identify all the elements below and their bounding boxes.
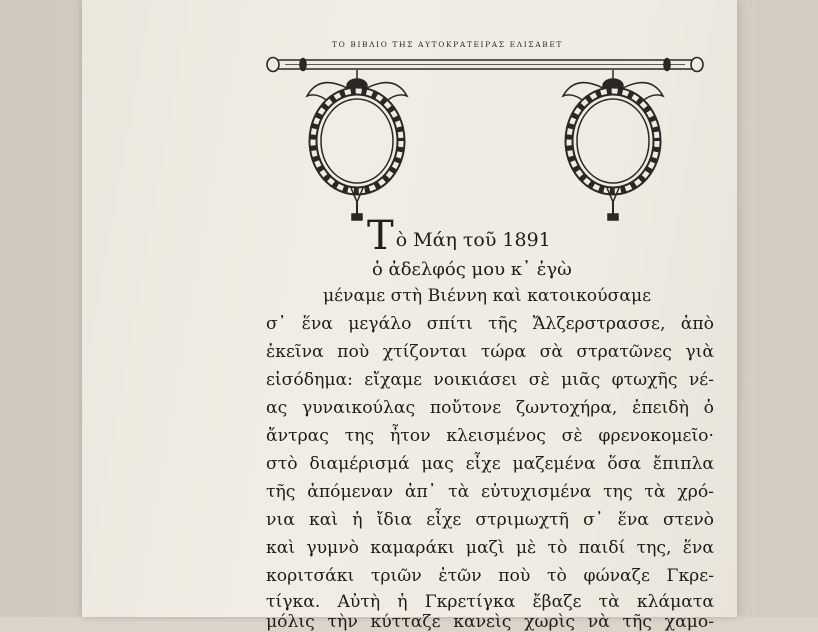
body-line: ἐκεῖνα ποὺ χτίζονται τώρα σὰ στρατῶνες γιὰ: [266, 342, 714, 362]
body-line: ας γυναικούλας ποὔτονε ζωντοχήρα, ἐπειδὴ ὁ: [266, 398, 714, 418]
curtain-rod-icon: [267, 58, 703, 72]
drop-cap: Τ: [367, 213, 394, 259]
running-head: ΤΟ ΒΙΒΛΙΟ ΤΗΣ ΑΥΤΟΚΡΑΤΕΙΡΑΣ ΕΛΙΣΑΒΕΤ: [332, 40, 563, 49]
body-line: κοριτσάκι τριῶν ἐτῶν ποὺ τὸ φώναζε Γκρε-: [266, 566, 714, 586]
book-page: [82, 0, 737, 632]
body-line: καὶ γυμνὸ καμαράκι μαζὶ μὲ τὸ παιδί της, ἕνα: [266, 538, 714, 558]
body-line: μόλις τὴν κύτταζε κανεὶς χωρὶς νὰ τῆς χαμο-: [266, 612, 714, 632]
body-line: σ᾽ ἕνα μεγάλο σπίτι τῆς Ἄλζερστρασσε, ἀπὸ: [266, 314, 714, 334]
wreath-icon: [563, 70, 663, 220]
ornament: [265, 56, 705, 226]
wreath-icon: [307, 70, 407, 220]
body-line: μέναμε στὴ Βιέννη καὶ κατοικούσαμε: [322, 286, 652, 306]
body-line: τῆς ἀπόμεναν ἀπ᾽ τὰ εὐτυχισμένα της τὰ χρό-: [266, 482, 714, 502]
body-line: εἰσόδημα: εἴχαμε νοικιάσει σὲ μιᾶς φτωχῆς νέ-: [266, 370, 714, 390]
body-line: στὸ διαμέρισμά μας εἶχε μαζεμένα ὅσα ἔπιπλα: [266, 454, 714, 474]
body-line: ἄντρας της ἦτον κλεισμένος σὲ φρενοκομεῖο·: [266, 426, 714, 446]
chapter-subtitle: ὁ ἀδελφός μου κ᾽ ἐγὼ: [372, 259, 572, 280]
body-line: τίγκα. Αὐτὴ ἡ Γκρετίγκα ἔβαζε τὰ κλάματα: [266, 592, 714, 612]
chapter-opening: [367, 213, 551, 259]
body-line: νια καὶ ἡ ἴδια εἶχε στριμωχτῆ σ᾽ ἕνα στενὸ: [266, 510, 714, 530]
chapter-title-rest: ὸ Μάη τοῦ 1891: [395, 229, 551, 251]
